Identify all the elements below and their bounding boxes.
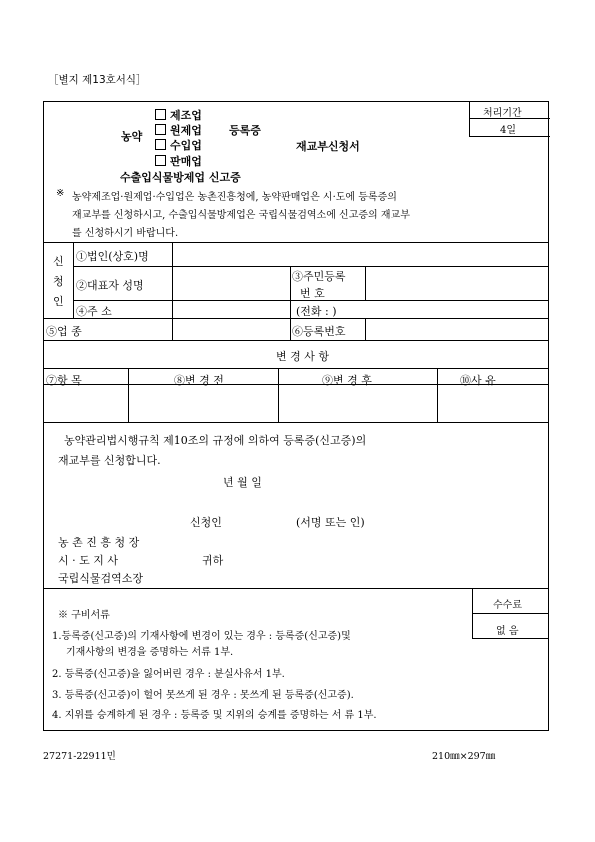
corp-name-label: ①법인(상호)명 [76, 250, 149, 263]
fee-label: 수수료 [493, 600, 522, 611]
addressee-rda: 농 촌 진 흥 청 장 [58, 536, 140, 549]
change-reason-field[interactable] [440, 387, 546, 419]
required-docs-title: ※ 구비서류 [58, 610, 110, 621]
form-number: ［별지 제13호서식］ [48, 74, 147, 86]
checkbox-icon[interactable] [155, 155, 166, 166]
change-item-header: ⑦항 목 [46, 374, 82, 387]
form-frame [43, 101, 549, 731]
option-import[interactable]: 수입업 [155, 137, 202, 153]
processing-period-label: 처리기간 [483, 108, 522, 119]
option-manufacturing[interactable]: 제조업 [155, 107, 202, 123]
change-item-field[interactable] [46, 387, 125, 419]
option-raw-material[interactable]: 원제업 [155, 122, 202, 138]
rep-name-label: ②대표자 성명 [76, 279, 144, 292]
import-cert-title: 수출입식물방제업 신고증 [120, 171, 241, 184]
rep-name-field[interactable] [176, 269, 288, 297]
change-after-header: ⑨변 경 후 [322, 374, 372, 387]
required-doc-3: 3. 등록증(신고증)이 헐어 못쓰게 된 경우 : 못쓰게 된 등록증(신고증). [52, 690, 354, 701]
date-line: 년 월 일 [223, 476, 262, 489]
required-doc-4: 4. 지위를 승계하게 된 경우 : 등록증 및 지위의 승계를 증명하는 서 류 1부. [52, 710, 377, 721]
paper-size: 210㎜×297㎜ [432, 751, 496, 762]
notice-line-2: 재교부를 신청하시고, 수출입식물방제업은 국립식물검역소에 신고증의 재교부 [72, 210, 410, 221]
phone-label: (전화 : ) [296, 305, 337, 318]
business-type-label: ⑤업 종 [46, 325, 82, 338]
business-type-field[interactable] [176, 321, 288, 337]
addressee-governor: 시 · 도 지 사 [58, 554, 118, 567]
applicant-side-label-2: 청 [53, 275, 64, 288]
notice-line-1: 농약제조업·원제업·수입업은 농촌진흥청에, 농약판매업은 시·도에 등록증의 [72, 192, 397, 203]
change-reason-header: ⑩사 유 [460, 374, 496, 387]
declaration-line-2: 재교부를 신청합니다. [58, 454, 161, 467]
required-doc-1-cont: 기재사항의 변경을 증명하는 서류 1부. [66, 647, 234, 658]
required-doc-2: 2. 등록증(신고증)을 잃어버린 경우 : 분실사유서 1부. [52, 669, 285, 680]
applicant-side-label-1: 신 [53, 255, 64, 268]
declaration-line-1: 농약관리법시행규칙 제10조의 규정에 의하여 등록증(신고증)의 [64, 434, 367, 447]
form-code: 27271-22911민 [43, 751, 116, 762]
change-after-field[interactable] [281, 387, 434, 419]
option-sales[interactable]: 판매업 [155, 153, 202, 169]
change-before-field[interactable] [131, 387, 275, 419]
signature-placeholder: (서명 또는 인) [296, 516, 365, 529]
changes-title: 변 경 사 항 [276, 350, 329, 363]
address-field[interactable] [176, 302, 288, 316]
checkbox-icon[interactable] [155, 139, 166, 150]
reg-no-field[interactable] [369, 321, 544, 337]
processing-period-box [469, 102, 550, 137]
resident-no-label: ③주민등록 [292, 270, 346, 283]
applicant-side-label-3: 인 [53, 295, 64, 308]
checkbox-icon[interactable] [155, 109, 166, 120]
checkbox-icon[interactable] [155, 124, 166, 135]
reg-no-label: ⑥등록번호 [292, 325, 346, 338]
addressee-quarantine: 국립식물검역소장 [58, 572, 144, 585]
pesticide-label: 농약 [121, 130, 143, 143]
form-title: 재교부신청서 [296, 140, 360, 153]
honorific: 귀하 [202, 554, 224, 567]
processing-period-value: 4일 [500, 125, 517, 136]
required-doc-1: 1.등록증(신고증)의 기재사항에 변경이 있는 경우 : 등록증(신고증)및 [52, 631, 351, 642]
resident-no-label-2: 번 호 [300, 287, 325, 300]
address-label: ④주 소 [76, 305, 112, 318]
registration-cert-label: 등록증 [229, 124, 261, 137]
change-before-header: ⑧변 경 전 [174, 374, 224, 387]
fee-value: 없 음 [496, 626, 519, 637]
applicant-sign-label: 신청인 [190, 516, 222, 529]
notice-mark: ※ [56, 188, 65, 199]
notice-line-3: 를 신청하시기 바랍니다. [72, 228, 179, 239]
corp-name-field[interactable] [176, 246, 542, 264]
resident-no-field[interactable] [369, 269, 544, 297]
